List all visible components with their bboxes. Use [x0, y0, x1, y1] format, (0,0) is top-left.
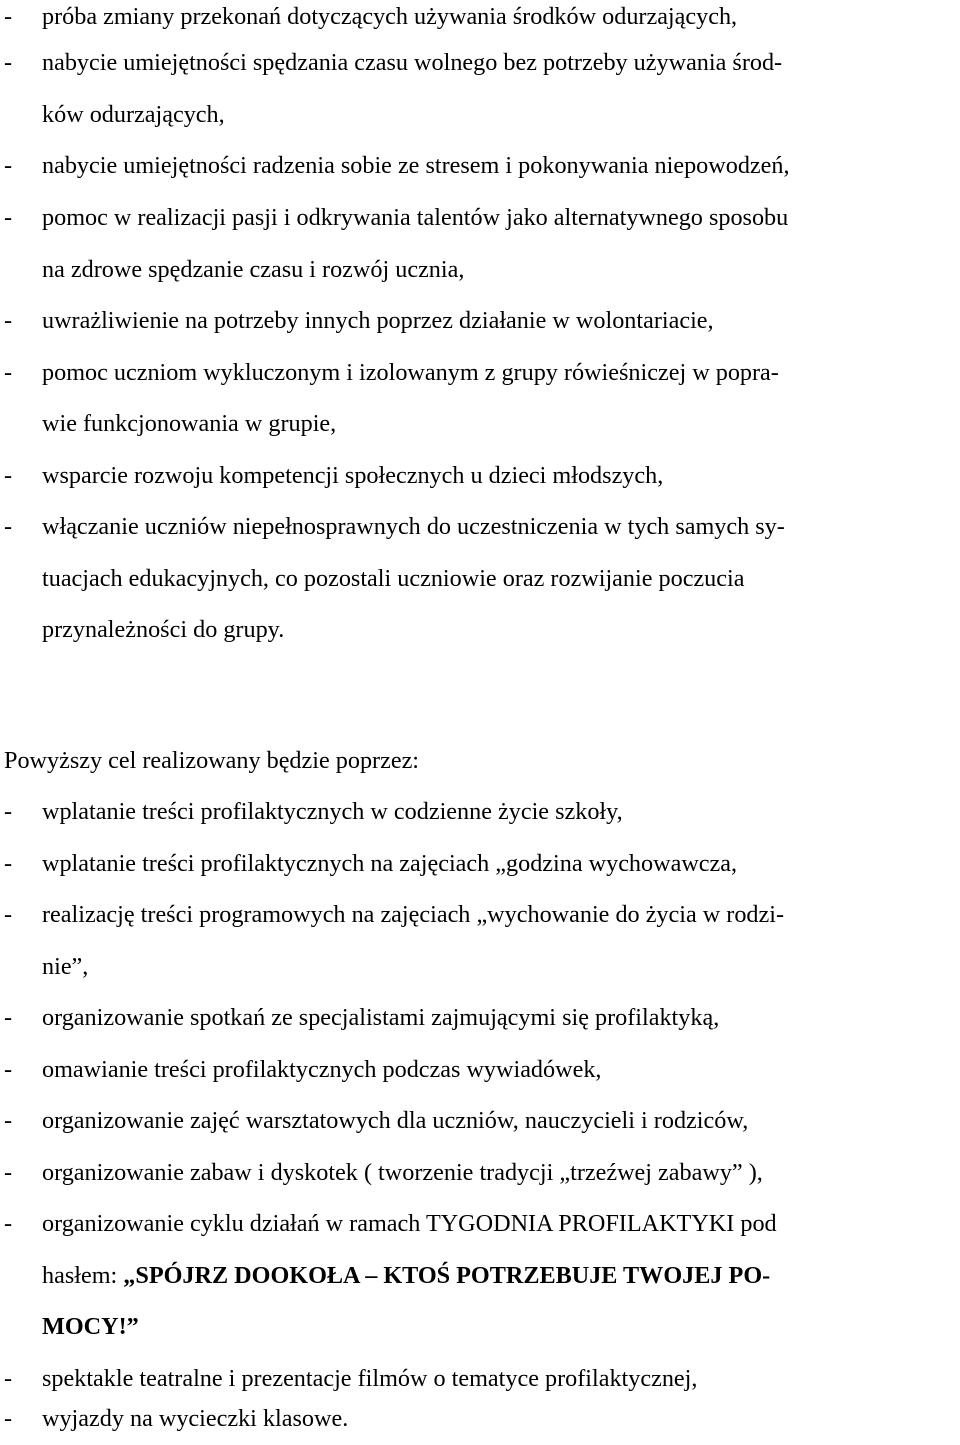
slogan-text: MOCY!”	[42, 1313, 139, 1340]
list-item	[0, 1095, 960, 1147]
list-item-text: wsparcie rozwoju kompetencji społecznych u dzieci młodszych,	[42, 462, 664, 489]
list-item-continuation	[0, 553, 960, 605]
list-item	[0, 192, 960, 244]
list-dash: -	[4, 1210, 13, 1237]
list-item-text: pomoc uczniom wykluczonym i izolowanym z grupy rówieśniczej w popra-	[42, 359, 779, 386]
list-item	[0, 1393, 960, 1445]
list-item-continuation	[0, 89, 960, 141]
list-dash: -	[4, 513, 13, 540]
list-dash: -	[4, 1056, 13, 1083]
list-item-text: próba zmiany przekonań dotyczących używania środków odurzających,	[42, 3, 738, 30]
list-dash: -	[4, 359, 13, 386]
list-item	[0, 37, 960, 89]
intro-paragraph	[0, 735, 960, 787]
list-item-continuation	[0, 604, 960, 656]
list-item-text: ków odurzających,	[42, 101, 225, 128]
list-item	[0, 450, 960, 502]
list-item-text: organizowanie spotkań ze specjalistami zajmującymi się profilaktyką,	[42, 1004, 720, 1031]
list-dash: -	[4, 1405, 13, 1432]
list-dash: -	[4, 49, 13, 76]
list-dash: -	[4, 3, 13, 30]
list-item	[0, 1147, 960, 1199]
list-item	[0, 347, 960, 399]
list-item-continuation	[0, 941, 960, 993]
list-item-text: spektakle teatralne i prezentacje filmów o tematyce profilaktycznej,	[42, 1365, 698, 1392]
list-dash: -	[4, 1004, 13, 1031]
list-dash: -	[4, 307, 13, 334]
list-dash: -	[4, 204, 13, 231]
list-item-text: realizację treści programowych na zajęciach „wychowanie do życia w rodzi-	[42, 901, 785, 928]
list-item-text: na zdrowe spędzanie czasu i rozwój ucznia,	[42, 256, 465, 283]
list-item	[0, 992, 960, 1044]
list-item	[0, 501, 960, 553]
list-item-continuation	[0, 1301, 960, 1353]
list-dash: -	[4, 850, 13, 877]
list-item-text: włączanie uczniów niepełnosprawnych do uczestniczenia w tych samych sy-	[42, 513, 785, 540]
slogan-line	[42, 1250, 770, 1302]
list-item-text: nabycie umiejętności spędzania czasu wolnego bez potrzeby używania środ-	[42, 49, 783, 76]
list-item	[0, 295, 960, 347]
list-item	[0, 889, 960, 941]
list-dash: -	[4, 901, 13, 928]
list-dash: -	[4, 462, 13, 489]
list-item	[0, 838, 960, 890]
intro-text: Powyższy cel realizowany będzie poprzez:	[4, 747, 420, 774]
list-dash: -	[4, 1107, 13, 1134]
list-item	[0, 140, 960, 192]
list-dash: -	[4, 152, 13, 179]
list-dash: -	[4, 798, 13, 825]
list-item	[0, 1044, 960, 1096]
list-item	[0, 1198, 960, 1250]
list-item-text: omawianie treści profilaktycznych podczas wywiadówek,	[42, 1056, 602, 1083]
list-item-text: wie funkcjonowania w grupie,	[42, 410, 337, 437]
list-item-text: wplatanie treści profilaktycznych na zajęciach „godzina wychowawcza,	[42, 850, 738, 877]
list-item-text: uwrażliwienie na potrzeby innych poprzez działanie w wolontariacie,	[42, 307, 714, 334]
list-item-text: nabycie umiejętności radzenia sobie ze stresem i pokonywania niepowodzeń,	[42, 152, 790, 179]
list-item-text: wyjazdy na wycieczki klasowe.	[42, 1405, 349, 1432]
list-item-text: organizowanie zajęć warsztatowych dla uczniów, nauczycieli i rodziców,	[42, 1107, 749, 1134]
list-item-continuation	[0, 244, 960, 296]
slogan-text: „SPÓJRZ DOOKOŁA – KTOŚ POTRZEBUJE TWOJEJ PO-	[123, 1262, 771, 1289]
list-item	[0, 786, 960, 838]
list-item-continuation	[0, 1250, 960, 1302]
slogan-prefix: hasłem:	[42, 1262, 124, 1289]
list-dash: -	[4, 1365, 13, 1392]
list-item-text: wplatanie treści profilaktycznych w codzienne życie szkoły,	[42, 798, 623, 825]
list-item-text: przynależności do grupy.	[42, 616, 285, 643]
list-item-text: pomoc w realizacji pasji i odkrywania talentów jako alternatywnego sposobu	[42, 204, 789, 231]
list-dash: -	[4, 1159, 13, 1186]
list-item-text: nie”,	[42, 953, 89, 980]
list-item-continuation	[0, 398, 960, 450]
list-item-text: organizowanie zabaw i dyskotek ( tworzenie tradycji „trzeźwej zabawy” ),	[42, 1159, 763, 1186]
list-item-text: organizowanie cyklu działań w ramach TYGODNIA PROFILAKTYKI pod	[42, 1210, 777, 1237]
list-item-text: tuacjach edukacyjnych, co pozostali uczniowie oraz rozwijanie poczucia	[42, 565, 745, 592]
